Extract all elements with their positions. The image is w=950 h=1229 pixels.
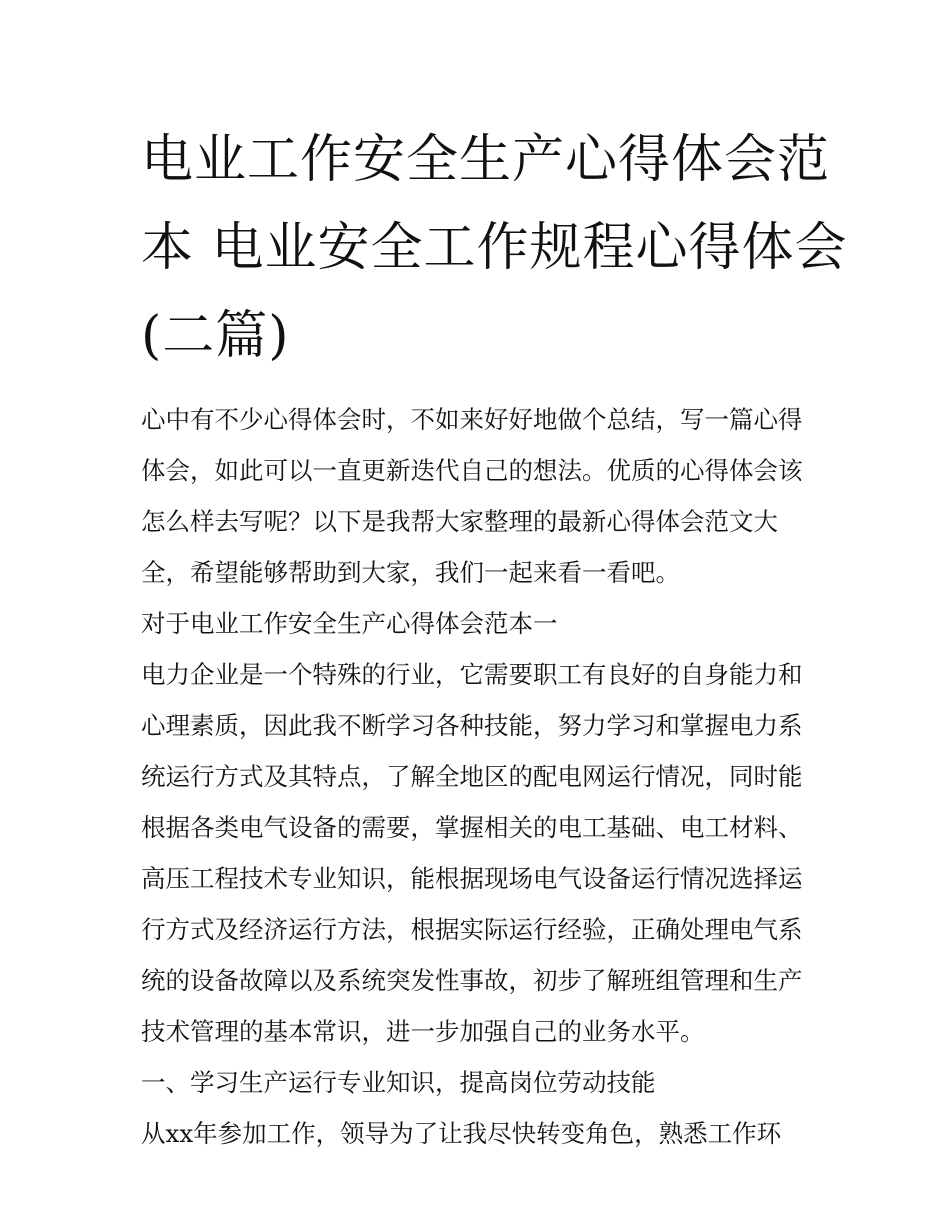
- paragraph-line: 技术管理的基本常识，进一步加强自己的业务水平。: [141, 1017, 705, 1046]
- intro-paragraph: [141, 394, 821, 598]
- paragraph-line: 统的设备故障以及系统突发性事故，初步了解班组管理和生产: [141, 966, 803, 995]
- section-heading: 对于电业工作安全生产心得体会范本一: [141, 609, 558, 638]
- intro-line: 心中有不少心得体会时，不如来好好地做个总结，写一篇心得: [141, 405, 803, 434]
- paragraph-line: 从xx年参加工作，领导为了让我尽快转变角色，熟悉工作环: [141, 1119, 782, 1148]
- paragraph-line: 行方式及经济运行方法，根据实际运行经验，正确处理电气系: [141, 915, 803, 944]
- title-line: (二篇): [141, 306, 290, 366]
- intro-line: 全，希望能够帮助到大家，我们一起来看一看吧。: [141, 558, 680, 587]
- paragraph-line: 高压工程技术专业知识，能根据现场电气设备运行情况选择运: [141, 864, 803, 893]
- section-paragraph: [141, 649, 821, 1057]
- paragraph-line: 心理素质，因此我不断学习各种技能，努力学习和掌握电力系: [141, 711, 803, 740]
- paragraph-line: 统运行方式及其特点，了解全地区的配电网运行情况，同时能: [141, 762, 803, 791]
- intro-line: 体会，如此可以一直更新迭代自己的想法。优质的心得体会该: [141, 456, 803, 485]
- document-page: [141, 116, 848, 1159]
- subsection-paragraph: [141, 1108, 821, 1159]
- document-title: [141, 116, 848, 380]
- paragraph-line: 电力企业是一个特殊的行业，它需要职工有良好的自身能力和: [141, 660, 803, 689]
- subheading: 一、学习生产运行专业知识，提高岗位劳动技能: [141, 1068, 656, 1097]
- title-line: 本 电业安全工作规程心得体会: [141, 218, 848, 278]
- intro-line: 怎么样去写呢？以下是我帮大家整理的最新心得体会范文大: [141, 507, 778, 536]
- paragraph-line: 根据各类电气设备的需要，掌握相关的电工基础、电工材料、: [141, 813, 803, 842]
- title-line: 电业工作安全生产心得体会范: [141, 130, 831, 190]
